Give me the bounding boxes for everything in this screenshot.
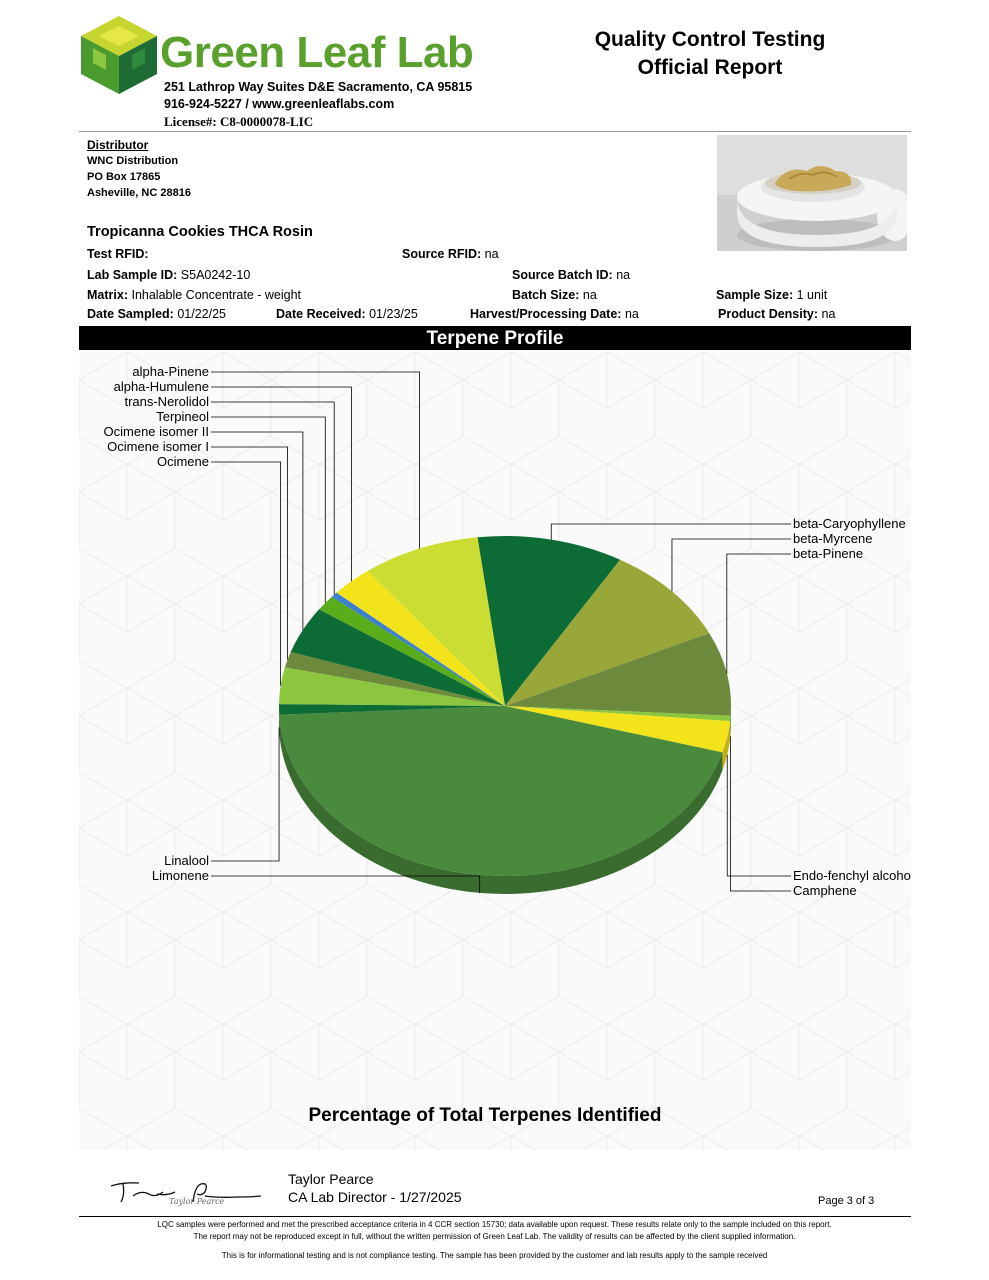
source-rfid-value: na [484, 247, 499, 261]
distributor-name: WNC Distribution [87, 155, 179, 167]
pie-label-terpineol: Terpineol [156, 409, 209, 424]
page-number: Page 3 of 3 [818, 1195, 875, 1207]
source-batch-label: Source Batch ID: [512, 268, 613, 282]
signature-text: Taylor Pearce [169, 1197, 225, 1206]
lab-sample-id-value: S5A0242-10 [180, 268, 251, 282]
section-banner: Terpene Profile [79, 326, 911, 350]
pie-label-limonene: Limonene [151, 868, 209, 883]
date-received-label: Date Received: [276, 307, 366, 321]
signatory-name: Taylor Pearce [288, 1171, 374, 1187]
date-received [276, 307, 418, 321]
lab-license: License#: C8-0000078-LIC [164, 114, 314, 129]
sample-size-label: Sample Size: [716, 288, 794, 302]
pie-label-beta-caryophyllene: beta-Caryophyllene [793, 516, 906, 531]
product-name: Tropicanna Cookies THCA Rosin [87, 224, 313, 240]
harvest-label: Harvest/Processing Date: [470, 307, 622, 321]
distributor-heading: Distributor [87, 138, 149, 152]
sample-size [716, 288, 827, 302]
report-title [560, 26, 860, 82]
pie-label-camphene: Camphene [793, 883, 857, 898]
batch-size [512, 288, 597, 302]
source-rfid-label: Source RFID: [402, 247, 482, 261]
lab-name: Green Leaf Lab [160, 28, 474, 77]
footer-line-3: This is for informational testing and is not compliance testing. The sample has been provided by the customer and lab results apply to the sample received [221, 1251, 768, 1260]
distributor-block [87, 137, 191, 201]
distributor-address-1: PO Box 17865 [87, 171, 161, 183]
pie-label-trans-nerolidol: trans-Nerolidol [124, 394, 209, 409]
distributor-address-2: Asheville, NC 28816 [87, 187, 191, 199]
product-density [718, 307, 835, 321]
lab-sample-id-label: Lab Sample ID: [87, 268, 178, 282]
lab-address: 251 Lathrop Way Suites D&E Sacramento, CA 95815 [164, 80, 473, 94]
source-batch-value: na [616, 268, 631, 282]
pie-label-linalool: Linalool [164, 853, 209, 868]
harvest-date [470, 307, 639, 321]
lab-sample-id [87, 268, 250, 282]
pie-label-alpha-humulene: alpha-Humulene [113, 379, 209, 394]
pie-label-beta-myrcene: beta-Myrcene [793, 531, 873, 546]
date-sampled-label: Date Sampled: [87, 307, 174, 321]
matrix-label: Matrix: [87, 288, 128, 302]
matrix-value: Inhalable Concentrate - weight [131, 288, 302, 302]
pie-label-ocimene-isomer-ii: Ocimene isomer II [103, 424, 209, 439]
header-rule [79, 131, 911, 132]
source-rfid [402, 247, 499, 261]
report-title-line2: Official Report [637, 56, 783, 79]
signature-image [105, 1172, 265, 1208]
harvest-value: na [624, 307, 639, 321]
chart-title: Percentage of Total Terpenes Identified [308, 1105, 662, 1126]
footer-line-2: The report may not be reproduced except in full, without the written permission of Green Leaf Lab. The validity of results can be affected by the client supplied information. [193, 1232, 796, 1241]
sample-size-value: 1 unit [796, 288, 828, 302]
report-title-line1: Quality Control Testing [594, 28, 826, 51]
pie-label-ocimene-isomer-i: Ocimene isomer I [107, 439, 209, 454]
matrix [87, 288, 301, 302]
lab-contact: 916-924-5227 / www.greenleaflabs.com [164, 97, 395, 111]
pie-label-alpha-pinene: alpha-Pinene [132, 364, 209, 379]
pie-label-ocimene: Ocimene [156, 454, 209, 469]
signatory-title: CA Lab Director - 1/27/2025 [288, 1189, 462, 1205]
pie-label-beta-pinene: beta-Pinene [793, 546, 864, 561]
density-label: Product Density: [718, 307, 819, 321]
footer-rule [79, 1216, 911, 1217]
date-received-value: 01/23/25 [369, 307, 418, 321]
date-sampled-value: 01/22/25 [177, 307, 226, 321]
test-rfid-label: Test RFID: [87, 247, 149, 261]
terpene-pie-chart [79, 352, 911, 1150]
density-value: na [821, 307, 836, 321]
lab-logo [79, 14, 159, 96]
pie-label-endo-fenchyl-alcohol: Endo-fenchyl alcohol [793, 868, 911, 883]
terpene-chart [79, 352, 911, 1150]
batch-size-value: na [582, 288, 597, 302]
footer-line-1: LQC samples were performed and met the prescribed acceptance criteria in 4 CCR section 15730; data available upon request. These results relate only to the sample included on this report. [157, 1220, 832, 1229]
product-photo [717, 135, 907, 251]
batch-size-label: Batch Size: [512, 288, 580, 302]
date-sampled [87, 307, 226, 321]
test-rfid [87, 247, 149, 261]
source-batch-id [512, 268, 630, 282]
